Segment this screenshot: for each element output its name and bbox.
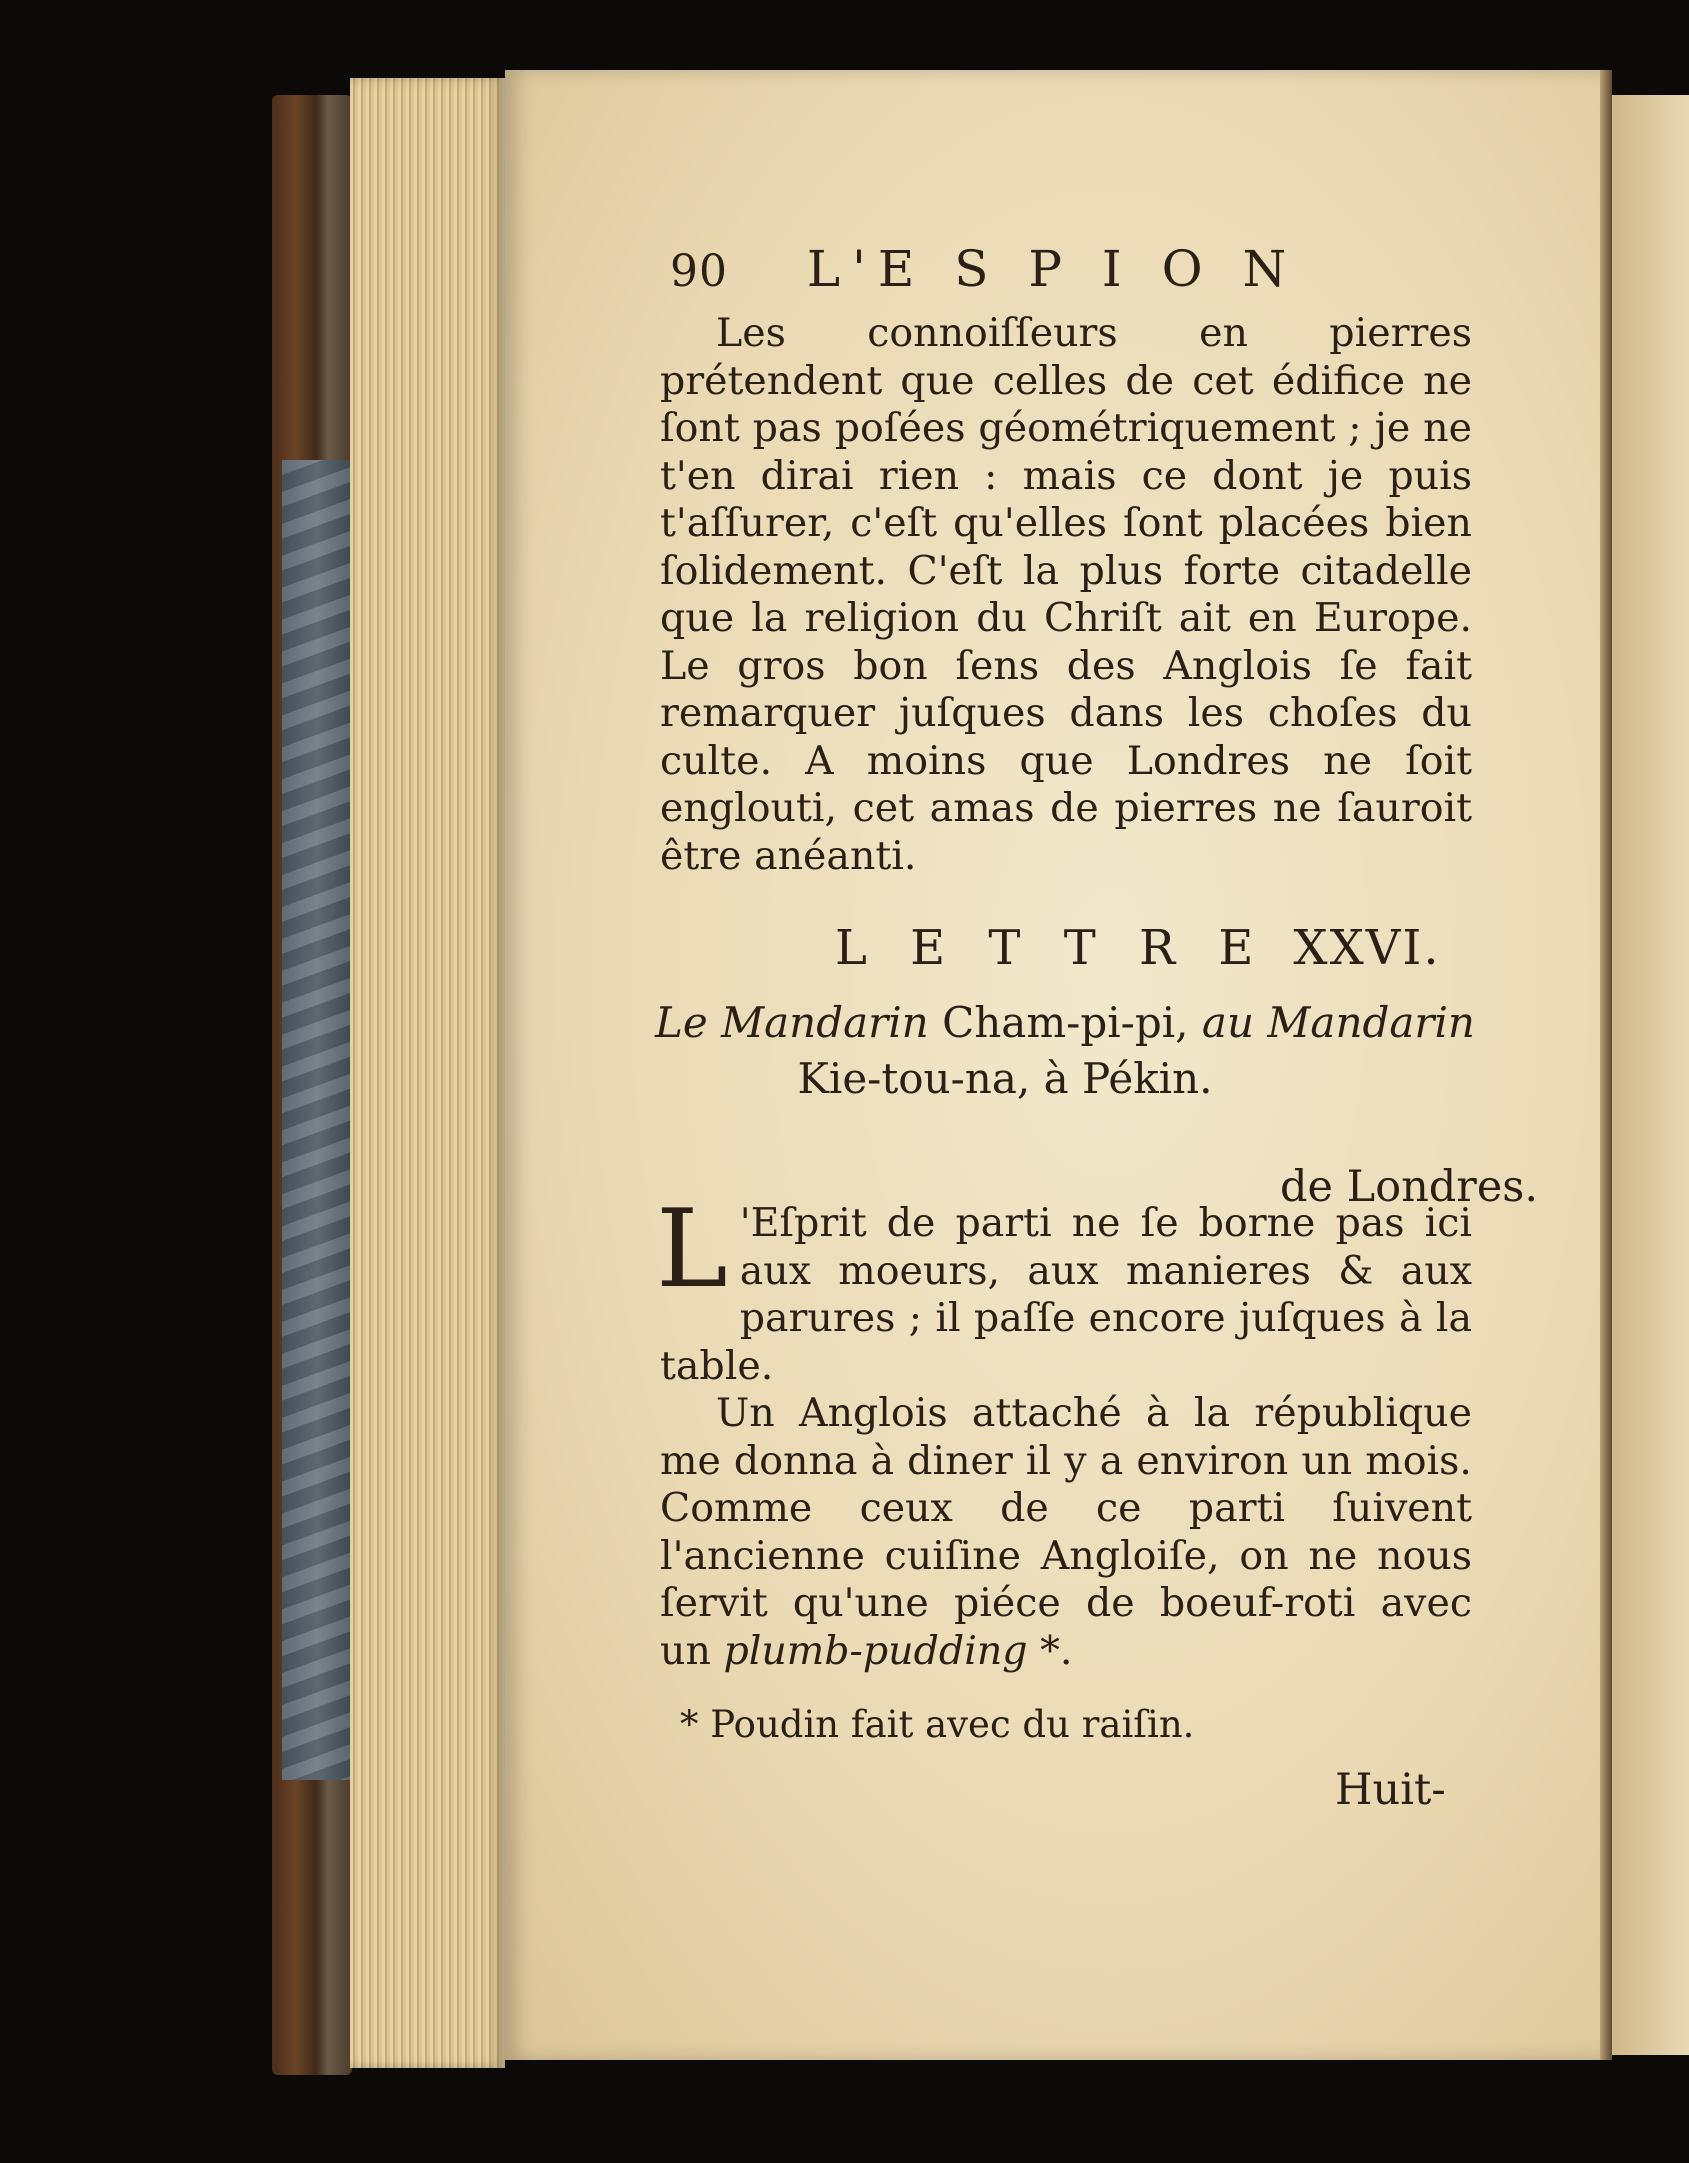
running-title: L'E S P I O N — [806, 240, 1299, 298]
page-header — [670, 240, 1298, 298]
facing-page-edge — [1612, 95, 1689, 2055]
gutter-shadow — [1600, 70, 1612, 2060]
previous-letter-text — [660, 310, 1472, 880]
footnote-text: Poudin fait avec du raiſin. — [710, 1703, 1195, 1746]
sender-title: Le Mandarin — [655, 998, 929, 1047]
recipient-title: au Mandarin — [1201, 998, 1475, 1047]
drop-cap: L — [656, 1187, 728, 1312]
letter-number: XXVI. — [1293, 920, 1441, 976]
letter-body — [656, 1187, 1472, 1675]
marbled-cover — [282, 460, 352, 1780]
sender-name: Cham-pi-pi, — [942, 998, 1189, 1047]
catchword: Huit- — [1335, 1765, 1446, 1815]
page-number: 90 — [670, 246, 728, 297]
dateline: de Londres. — [1280, 1162, 1539, 1212]
footnote-mark: * — [680, 1703, 699, 1746]
letter-heading — [835, 920, 1441, 976]
paragraph: Les connoiſſeurs en pierres prétendent que celles de cet édifice ne ſont pas poſées géométriquement ; je ne t'en dirai rien : mais ce dont je puis t'aſſurer, c'eſt qu'elles ſont placées bien ſolidement. C'eſt la plus forte citadelle que la religion du Chriſt ait en Europe. Le gros bon ſens des Anglois ſe fait remarquer juſques dans les choſes du culte. A moins que Londres ne ſoit englouti, cet amas de pierres ne ſauroit être anéanti. — [660, 310, 1472, 879]
page-edges — [350, 78, 505, 2068]
footnote — [680, 1703, 1194, 1746]
letter-heading-word: L E T T R E — [835, 920, 1268, 976]
paragraph-2: Un Anglois attaché à la république me donna à diner il y a environ un mois. Comme ceux de ce parti ſuivent l'ancienne cuiſine Angloiſe, on ne nous ſervit qu'une piéce de boeuf-roti avec un — [660, 1390, 1472, 1674]
recipient-name: Kie-tou-na, à Pékin. — [797, 1054, 1213, 1103]
letter-address — [655, 995, 1475, 1107]
italic-term: plumb-pudding — [723, 1627, 1028, 1674]
footnote-reference: *. — [1040, 1627, 1073, 1674]
paragraph-1: 'Eſprit de parti ne ſe borne pas ici aux moeurs, aux manieres & aux parures ; il paſſe encore juſques à la table. — [660, 1200, 1472, 1389]
